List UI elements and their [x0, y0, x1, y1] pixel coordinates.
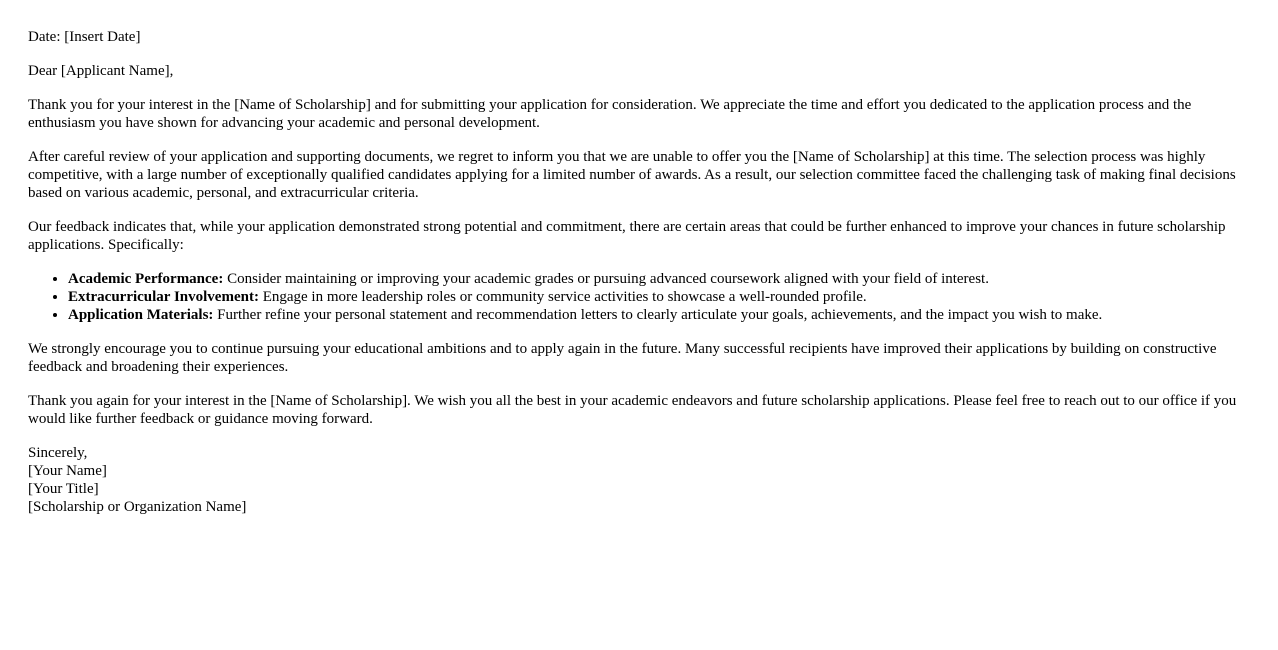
- feedback-item-text: Consider maintaining or improving your academic grades or pursuing advanced coursework aligned with your field of interest.: [223, 271, 989, 287]
- feedback-item-academic: [68, 270, 1250, 288]
- feedback-item-text: Engage in more leadership roles or community service activities to showcase a well-rounded profile.: [258, 289, 867, 305]
- feedback-item-title: Application Materials:: [68, 307, 214, 323]
- signer-title: [Your Title]: [28, 481, 99, 497]
- salutation: Dear [Applicant Name],: [28, 63, 174, 79]
- feedback-item-title: Academic Performance:: [68, 271, 224, 287]
- signer-name: [Your Name]: [28, 463, 107, 479]
- signature-block: [28, 444, 1250, 516]
- feedback-list: [28, 270, 1250, 324]
- feedback-item-materials: [68, 306, 1250, 324]
- letter-body: [28, 28, 1250, 516]
- organization-name: [Scholarship or Organization Name]: [28, 499, 247, 515]
- feedback-item-extracurricular: [68, 288, 1250, 306]
- decision-paragraph: After careful review of your application and supporting documents, we regret to inform you that we are unable to offer you the [Name of Scholarship] at this time. The selection process was highly competitive, with a large number of exceptionally qualified candidates applying for a limited number of awards. As a result, our selection committee faced the challenging task of making final decisions based on various academic, personal, and extracurricular criteria.: [28, 149, 1236, 201]
- intro-paragraph: Thank you for your interest in the [Name of Scholarship] and for submitting your application for consideration. We appreciate the time and effort you dedicated to the application process and the enthusiasm you have shown for advancing your academic and personal development.: [28, 97, 1192, 131]
- feedback-paragraph: Our feedback indicates that, while your application demonstrated strong potential and commitment, there are certain areas that could be further enhanced to improve your chances in future scholarship applications. Specifically:: [28, 219, 1226, 253]
- feedback-item-title: Extracurricular Involvement:: [68, 289, 259, 305]
- sign-off: Sincerely,: [28, 445, 88, 461]
- thanks-paragraph: Thank you again for your interest in the [Name of Scholarship]. We wish you all the best in your academic endeavors and future scholarship applications. Please feel free to reach out to our office if you would like further feedback or guidance moving forward.: [28, 393, 1237, 427]
- feedback-item-text: Further refine your personal statement and recommendation letters to clearly articulate your goals, achievements, and the impact you wish to make.: [213, 307, 1103, 323]
- encouragement-paragraph: We strongly encourage you to continue pursuing your educational ambitions and to apply again in the future. Many successful recipients have improved their applications by building on constructive feedback and broadening their experiences.: [28, 341, 1217, 375]
- date-line: Date: [Insert Date]: [28, 29, 141, 45]
